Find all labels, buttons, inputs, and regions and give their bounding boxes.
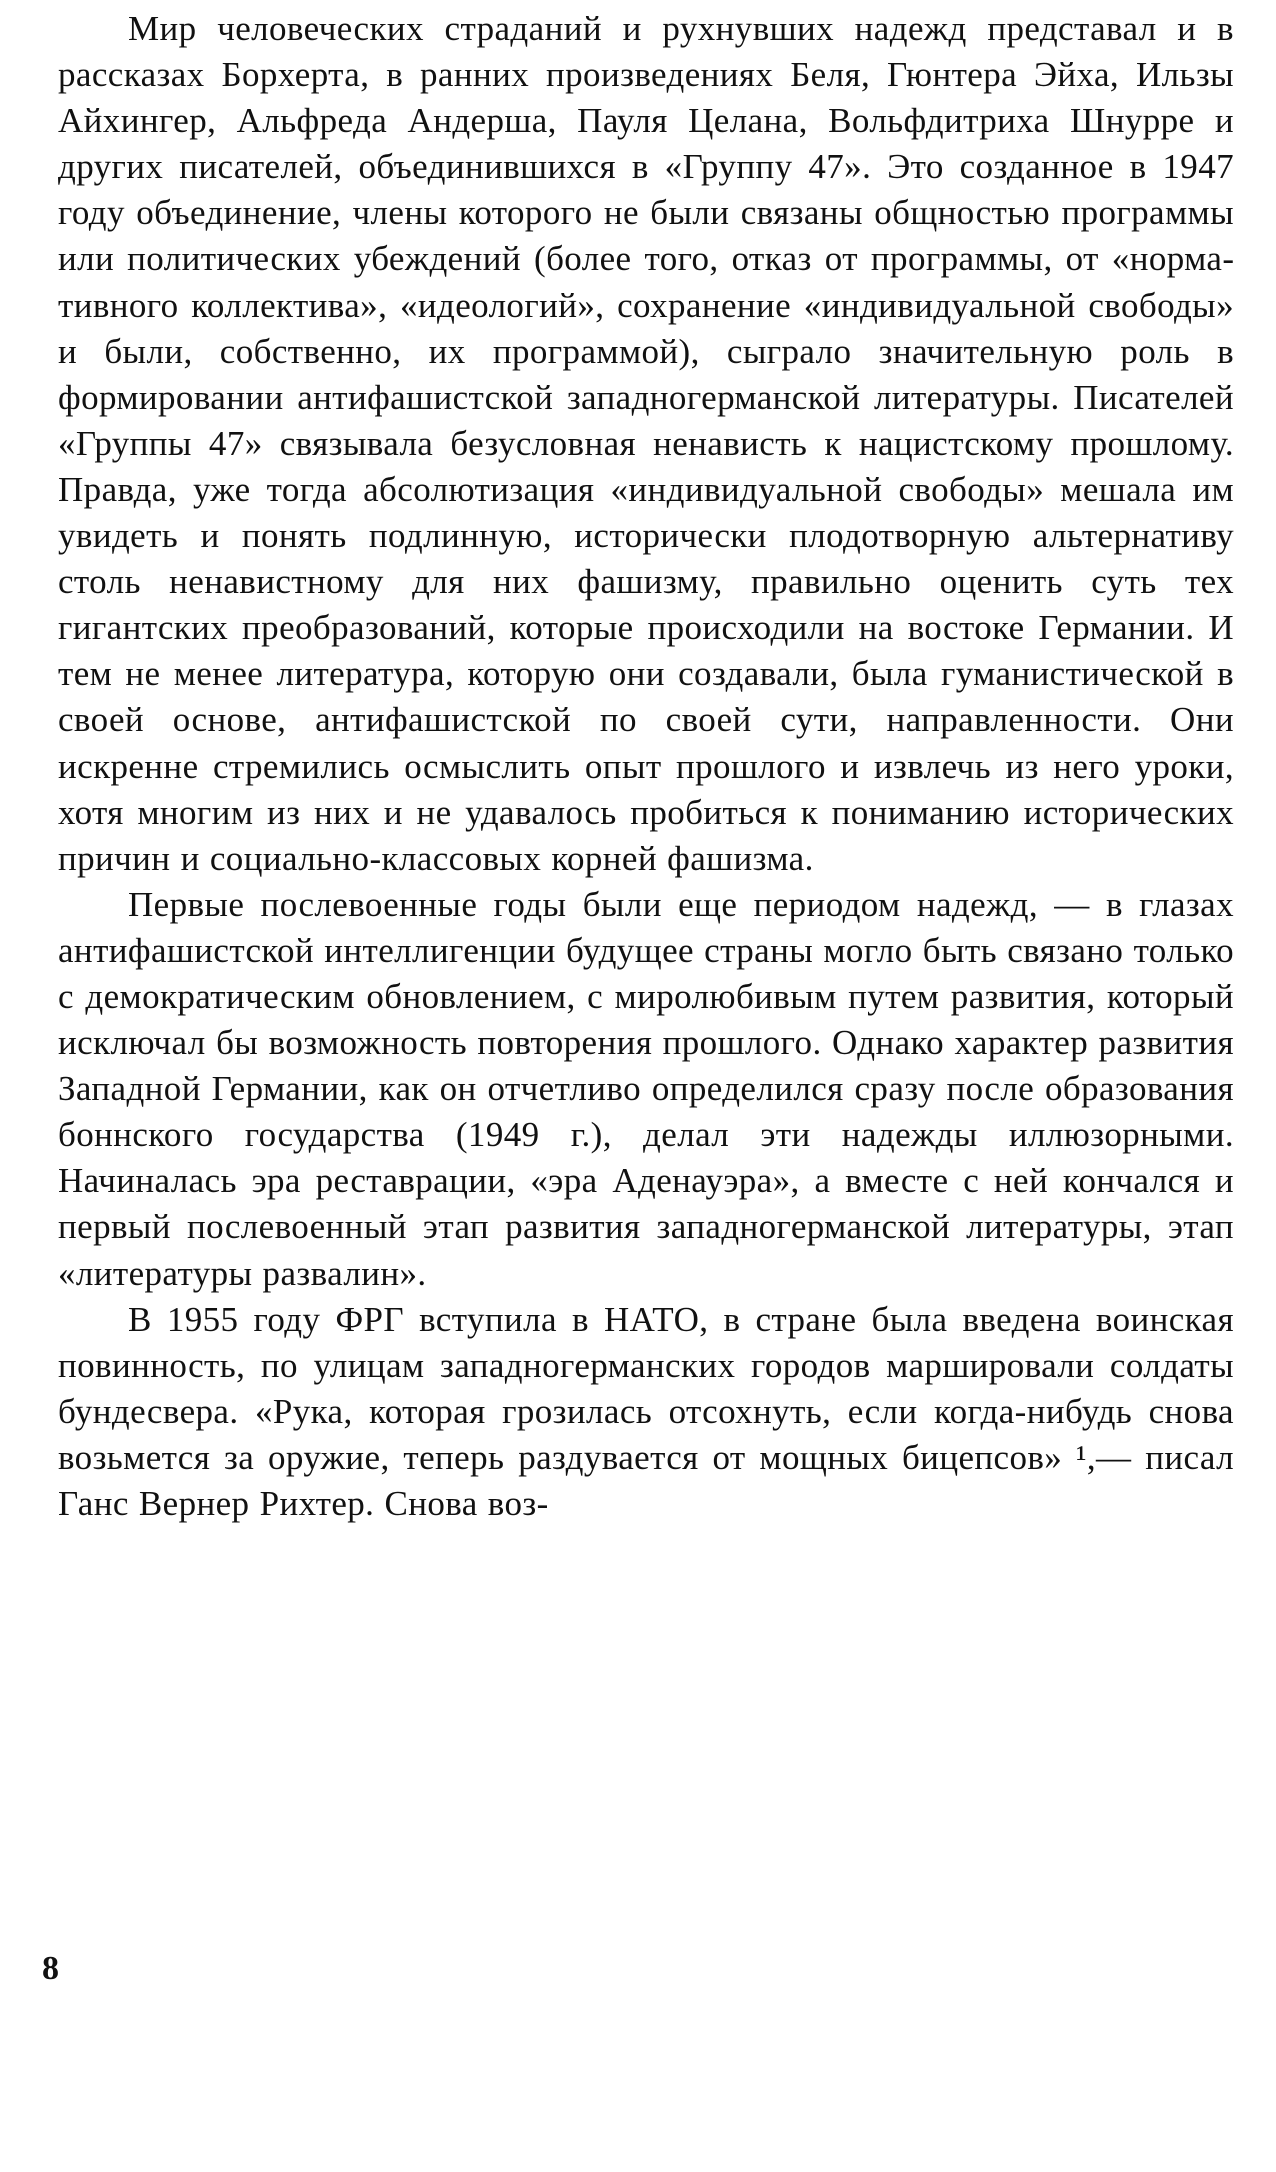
paragraph-nato-1955: В 1955 году ФРГ вступила в НАТО, в стране была введена воинская повинность, по улицам западногерманских городов маршировали солдаты бундесвера. «Рука, которая грозилась отсохнуть, если когда-нибудь снова возьмется за оружие, теперь раздувается от мощных бицепсов» ¹,— писал Ганс Вернер Рихтер. Снова воз- [58, 1299, 1234, 1523]
paragraph-postwar-years: Первые послевоенные годы были еще периодом надежд, — в глазах антифашистской интеллигенции будущее страны могло быть связано только с демократическим обновлением, с миролюбивым путем развития, который исключал бы возможность повторения прошлого. Однако характер развития Западной Германии, как он отчетливо определился сразу после образования боннского государства (1949 г.), делал эти надежды иллюзорными. Начиналась эра реставрации, «эра Аденауэра», а вместе с ней кончался и первый послевоенный этап развития западногерманской литературы, этап «литературы развалин». [58, 884, 1234, 1293]
page-body [58, 6, 1234, 1527]
paragraph-group-47: Мир человеческих страданий и рухнувших надежд представал и в рассказах Борхерта, в ранних произведениях Беля, Гюнтера Эйха, Ильзы Айхингер, Альфреда Андерша, Пауля Целана, Вольфдитриха Шнурре и других писателей, объединившихся в «Группу 47». Это созданное в 1947 году объединение, члены которого не были связаны общностью программы или политических убеждений (более того, отказ от программы, от «нормативного коллектива», «идеологий», сохранение «индивидуальной свободы» и были, собственно, их программой), сыграло значительную роль в формировании антифашистской западногерманской литературы. Писателей «Группы 47» связывала безусловная ненависть к нацистскому прошлому. Правда, уже тогда абсолютизация «индивидуальной свободы» мешала им увидеть и понять подлинную, исторически плодотворную альтернативу столь ненавистному для них фашизму, правильно оценить суть тех гигантских преобразований, которые происходили на востоке Германии. И тем не менее литература, которую они создавали, была гуманистической в своей основе, антифашистской по своей сути, направленности. Они искренне стремились осмыслить опыт прошлого и извлечь из него уроки, хотя многим из них и не удавалось пробиться к пониманию исторических причин и социально-классовых корней фашизма. [58, 9, 1234, 878]
page-number: 8 [42, 1950, 59, 1987]
